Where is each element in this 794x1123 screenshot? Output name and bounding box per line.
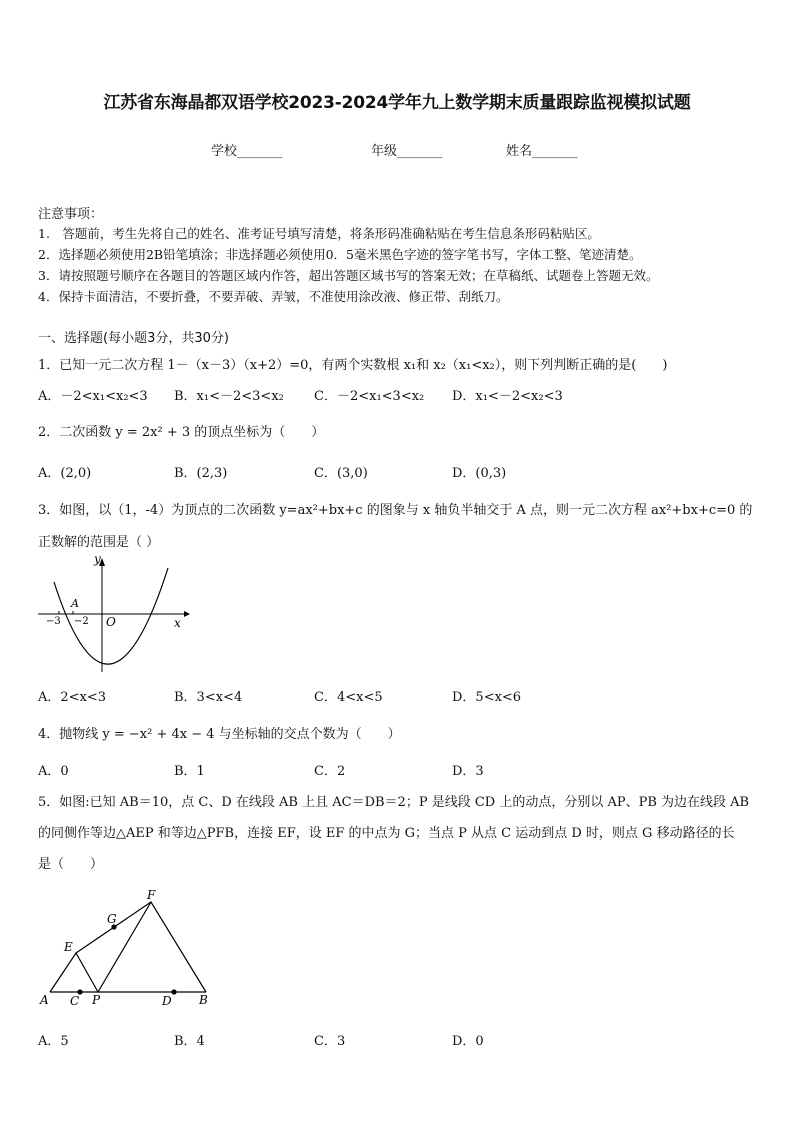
label-a: A <box>40 993 49 1007</box>
label-f: F <box>147 888 156 902</box>
point-d <box>171 989 176 994</box>
label-e: E <box>64 940 73 954</box>
q3-option-c: C．4<x<5 <box>314 690 383 705</box>
label-g: G <box>107 912 117 926</box>
q5-option-b: B．4 <box>174 1034 205 1049</box>
question-5: 5．如图:已知 AB＝10，点 C、D 在线段 AB 上且 AC＝DB＝2；P 是线段 CD 上的动点，分别以 AP、PB 为边在线段 AB <box>38 795 750 810</box>
q4-option-d: D．3 <box>452 764 484 779</box>
q2-option-a: A．(2,0) <box>38 466 92 481</box>
q3-option-d: D．5<x<6 <box>452 690 522 705</box>
point-a-label: A <box>71 597 79 610</box>
y-label: y <box>94 552 101 566</box>
q3-option-a: A．2<x<3 <box>38 690 107 705</box>
label-p: P <box>92 993 101 1007</box>
q5-option-c: C．3 <box>314 1034 346 1049</box>
question-5-line2: 的同侧作等边△AEP 和等边△PFB，连接 EF，设 EF 的中点为 G；当点 P 从点 C 运动到点 D 时，则点 G 移动路径的长 <box>38 826 735 841</box>
note-item: 1. 答题前，考生先将自己的姓名、准考证号填写清楚，将条形码准确粘贴在考生信息条形码粘贴区。 <box>38 226 600 241</box>
notes-heading: 注意事项： <box>38 207 104 222</box>
q5-triangle-figure <box>34 882 224 1012</box>
x-axis-arrow <box>184 611 190 617</box>
question-3-line2: 正数解的范围是（ ） <box>38 535 160 550</box>
question-5-line3: 是（ ） <box>38 857 104 872</box>
q4-option-a: A．0 <box>38 764 69 779</box>
q2-option-c: C．(3,0) <box>314 466 368 481</box>
question-3: 3．如图，以（1，-4）为顶点的二次函数 y=ax²+bx+c 的图象与 x 轴负半轴交于 A 点，则一元二次方程 ax²+bx+c=0 的 <box>38 503 753 518</box>
section-heading: 一、选择题(每小题3分，共30分) <box>38 331 229 346</box>
x-label: x <box>174 616 181 630</box>
q4-option-b: B．1 <box>174 764 205 779</box>
q1-option-a: A．－2<x₁<x₂<3 <box>38 389 148 404</box>
q5-option-a: A．5 <box>38 1034 69 1049</box>
q2-option-d: D．(0,3) <box>452 466 507 481</box>
q4-option-c: C．2 <box>314 764 346 779</box>
question-2: 2．二次函数 y = 2x² + 3 的顶点坐标为（ ） <box>38 425 325 440</box>
tick-label-minus-2: −2 <box>74 616 89 627</box>
q1-option-b: B．x₁<－2<3<x₂ <box>174 389 284 404</box>
tick-label-minus-3: −3 <box>46 616 61 627</box>
note-item: 2．选择题必须使用2B铅笔填涂；非选择题必须使用0．5毫米黑色字迹的签字笔书写，字体工整、笔迹清楚。 <box>38 247 642 262</box>
page-title: 江苏省东海晶都双语学校2023-2024学年九上数学期末质量跟踪监视模拟试题 <box>103 93 691 113</box>
note-item: 4．保持卡面清洁，不要折叠，不要弄破、弄皱，不准使用涂改液、修正带、刮纸刀。 <box>38 289 509 304</box>
question-1: 1．已知一元二次方程 1－（x－3）（x+2）=0，有两个实数根 x₁和 x₂（x₁<x₂），则下列判断正确的是( ) <box>38 358 668 373</box>
origin-label: O <box>106 615 116 629</box>
label-c: C <box>70 994 80 1008</box>
q3-parabola-figure <box>34 548 194 678</box>
q1-option-d: D．x₁<－2<x₂<3 <box>452 389 563 404</box>
q1-option-c: C．－2<x₁<3<x₂ <box>314 389 425 404</box>
question-4: 4．抛物线 y = −x² + 4x − 4 与坐标轴的交点个数为（ ） <box>38 727 401 742</box>
label-b: B <box>199 993 208 1007</box>
q5-option-d: D．0 <box>452 1034 484 1049</box>
note-item: 3．请按照题号顺序在各题目的答题区域内作答，超出答题区域书写的答案无效；在草稿纸、试题卷上答题无效。 <box>38 268 659 283</box>
name-field: 姓名_______ <box>506 144 578 159</box>
q3-option-b: B．3<x<4 <box>174 690 243 705</box>
label-d: D <box>162 994 172 1008</box>
q2-option-b: B．(2,3) <box>174 466 228 481</box>
grade-field: 年级_______ <box>371 144 443 159</box>
triangle-aep <box>50 953 98 992</box>
school-field: 学校_______ <box>211 144 283 159</box>
